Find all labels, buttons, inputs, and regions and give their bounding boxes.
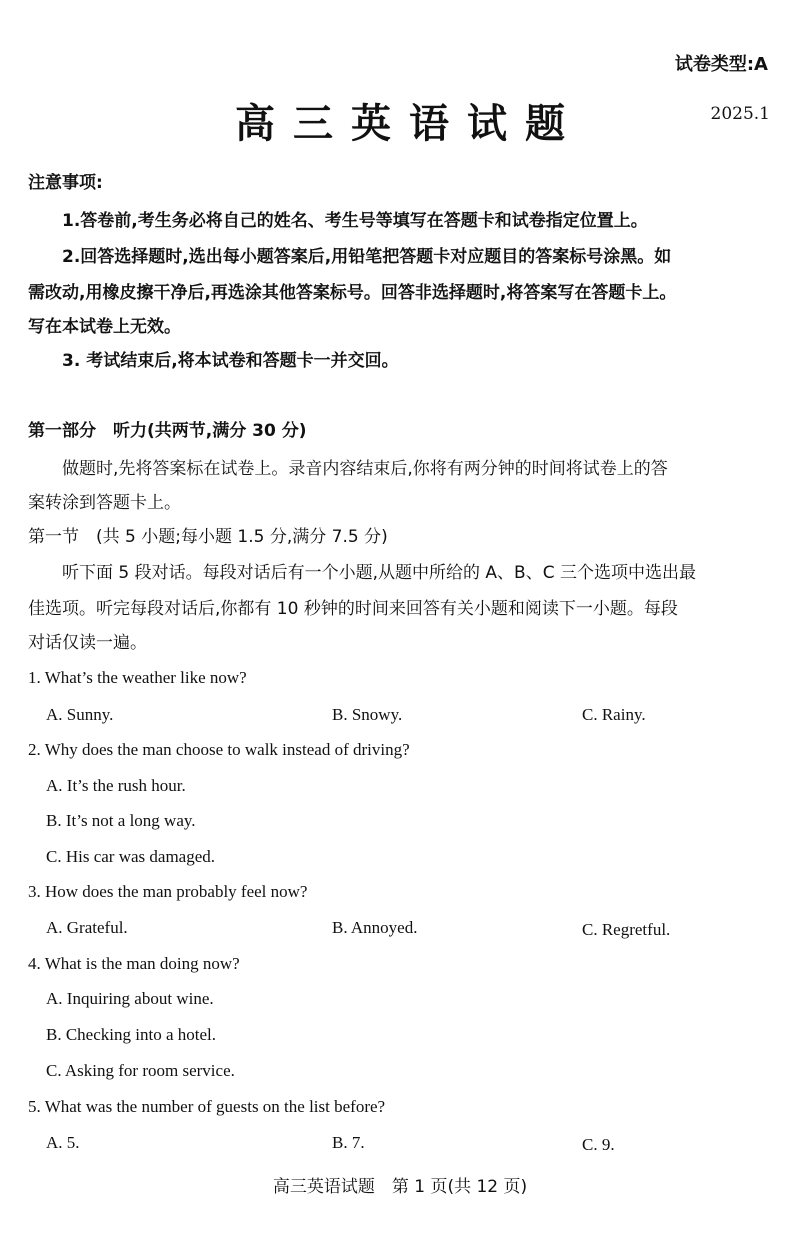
- notice-item-2-line-2: 需改动,用橡皮擦干净后,再选涂其他答案标号。回答非选择题时,将答案写在答题卡上。: [28, 283, 677, 303]
- notice-item-1: 1.答卷前,考生务必将自己的姓名、考生号等填写在答题卡和试卷指定位置上。: [62, 211, 648, 231]
- notice-item-2-line-1: 2.回答选择题时,选出每小题答案后,用铅笔把答题卡对应题目的答案标号涂黑。如: [62, 247, 672, 267]
- question-4-option-c: C. Asking for room service.: [46, 1061, 235, 1080]
- part1-intro-line-1: 做题时,先将答案标在试卷上。录音内容结束后,你将有两分钟的时间将试卷上的答: [62, 459, 668, 479]
- question-2-option-c: C. His car was damaged.: [46, 847, 216, 866]
- section1-heading: 第一节 (共 5 小题;每小题 1.5 分,满分 7.5 分): [28, 527, 388, 547]
- question-3-option-a: A. Grateful.: [46, 918, 128, 937]
- question-3-option-c: C. Regretful.: [582, 920, 671, 939]
- question-3-stem: 3. How does the man probably feel now?: [28, 882, 308, 901]
- question-4-option-a: A. Inquiring about wine.: [46, 989, 214, 1008]
- notice-item-2-line-3: 写在本试卷上无效。: [28, 317, 181, 337]
- page-footer: 高三英语试题 第 1 页(共 12 页): [272, 1177, 528, 1197]
- question-1-option-c: C. Rainy.: [582, 705, 646, 724]
- notice-heading: 注意事项:: [28, 173, 103, 193]
- question-5-option-c: C. 9.: [582, 1135, 615, 1154]
- exam-title: 高三英语试题: [235, 101, 583, 147]
- section1-instructions-line-3: 对话仅读一遍。: [28, 633, 147, 653]
- question-5-option-a: A. 5.: [46, 1133, 80, 1152]
- section1-instructions-line-1: 听下面 5 段对话。每段对话后有一个小题,从题中所给的 A、B、C 三个选项中选出最: [62, 563, 696, 583]
- question-4-stem: 4. What is the man doing now?: [28, 954, 240, 973]
- question-2-stem: 2. Why does the man choose to walk instead of driving?: [28, 740, 410, 759]
- section1-instructions-line-2: 佳选项。听完每段对话后,你都有 10 秒钟的时间来回答有关小题和阅读下一小题。每段: [28, 599, 678, 619]
- part1-intro-line-2: 案转涂到答题卡上。: [28, 493, 181, 513]
- paper-type-label: 试卷类型:A: [674, 54, 768, 75]
- question-5-stem: 5. What was the number of guests on the list before?: [28, 1097, 386, 1116]
- question-5-option-b: B. 7.: [332, 1133, 365, 1152]
- question-2-option-a: A. It’s the rush hour.: [46, 776, 186, 795]
- question-3-option-b: B. Annoyed.: [332, 918, 418, 937]
- question-4-option-b: B. Checking into a hotel.: [46, 1025, 216, 1044]
- question-2-option-b: B. It’s not a long way.: [46, 811, 196, 830]
- question-1-option-b: B. Snowy.: [332, 705, 403, 724]
- exam-date: 2025.1: [710, 104, 770, 124]
- notice-item-3: 3. 考试结束后,将本试卷和答题卡一并交回。: [62, 351, 399, 371]
- question-1-stem: 1. What’s the weather like now?: [28, 668, 247, 687]
- part1-heading: 第一部分 听力(共两节,满分 30 分): [28, 421, 307, 441]
- question-1-option-a: A. Sunny.: [46, 705, 114, 724]
